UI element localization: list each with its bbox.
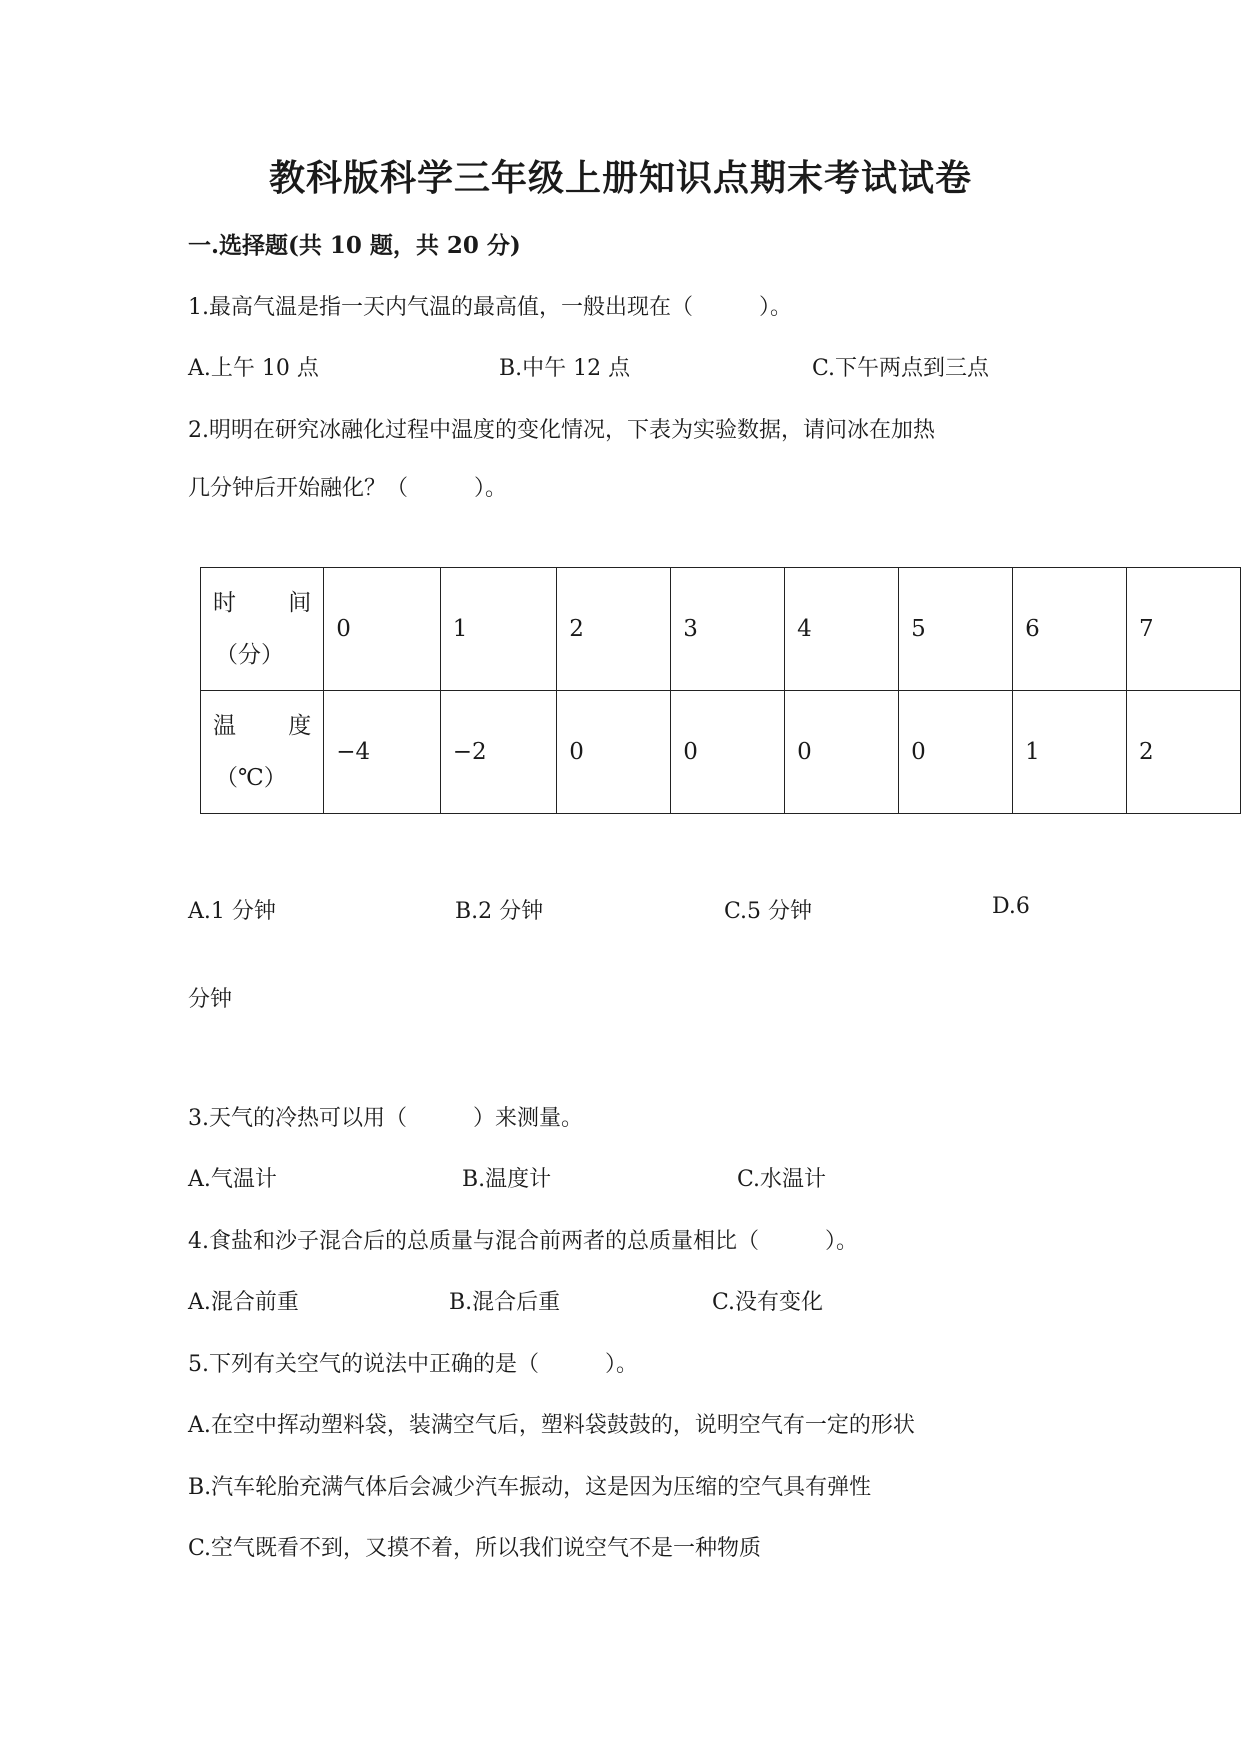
table-header-time bbox=[201, 568, 324, 691]
question-5-option-c: C.空气既看不到，又摸不着，所以我们说空气不是一种物质 bbox=[188, 1536, 762, 1561]
section-heading: 一.选择题(共 10 题，共 20 分) bbox=[188, 232, 521, 259]
table-cell: 5 bbox=[899, 568, 1013, 691]
question-5-stem: 5.下列有关空气的说法中正确的是（ ）。 bbox=[188, 1352, 638, 1377]
header-time-unit: （分） bbox=[215, 642, 284, 668]
table-cell: 7 bbox=[1127, 568, 1241, 691]
header-time-char-2: 间 bbox=[288, 590, 312, 616]
header-time-char-1: 时 bbox=[213, 590, 236, 616]
question-1-option-b: B.中午 12 点 bbox=[499, 356, 631, 381]
question-2-option-d: D.6 bbox=[992, 894, 1030, 919]
table-cell: 1 bbox=[440, 568, 556, 691]
table-cell: 6 bbox=[1013, 568, 1127, 691]
table-cell: 2 bbox=[1127, 691, 1241, 814]
question-4-option-a: A.混合前重 bbox=[188, 1290, 299, 1315]
question-2-option-b: B.2 分钟 bbox=[455, 899, 544, 924]
question-4-option-b: B.混合后重 bbox=[449, 1290, 561, 1315]
question-3-option-c: C.水温计 bbox=[737, 1167, 827, 1192]
question-4-stem: 4.食盐和沙子混合后的总质量与混合前两者的总质量相比（ ）。 bbox=[188, 1229, 858, 1254]
table-cell: 4 bbox=[785, 568, 899, 691]
header-temp-char-1: 温 bbox=[213, 713, 236, 739]
question-1-stem: 1.最高气温是指一天内气温的最高值，一般出现在（ ）。 bbox=[188, 295, 792, 320]
question-3-stem: 3.天气的冷热可以用（ ）来测量。 bbox=[188, 1106, 583, 1131]
question-2-option-c: C.5 分钟 bbox=[724, 899, 813, 924]
question-3-option-b: B.温度计 bbox=[462, 1167, 552, 1192]
table-cell: −4 bbox=[324, 691, 440, 814]
table-cell: 0 bbox=[557, 691, 671, 814]
question-5-option-a: A.在空中挥动塑料袋，装满空气后，塑料袋鼓鼓的，说明空气有一定的形状 bbox=[188, 1413, 915, 1438]
question-1-option-a: A.上午 10 点 bbox=[188, 356, 319, 381]
question-5-option-b: B.汽车轮胎充满气体后会减少汽车振动，这是因为压缩的空气具有弹性 bbox=[188, 1475, 872, 1500]
table-cell: 1 bbox=[1013, 691, 1127, 814]
table-row-temperature bbox=[201, 691, 1241, 814]
question-4-option-c: C.没有变化 bbox=[712, 1290, 824, 1315]
table-cell: 3 bbox=[671, 568, 785, 691]
exam-title: 教科版科学三年级上册知识点期末考试试卷 bbox=[268, 157, 972, 199]
question-2-stem-line-2: 几分钟后开始融化？（ ）。 bbox=[188, 476, 508, 501]
question-3-option-a: A.气温计 bbox=[188, 1167, 277, 1192]
header-temp-char-2: 度 bbox=[288, 713, 312, 739]
question-2-option-d-wrap: 分钟 bbox=[188, 987, 233, 1012]
table-row-time bbox=[201, 568, 1241, 691]
table-cell: 0 bbox=[785, 691, 899, 814]
table-header-temperature bbox=[201, 691, 324, 814]
question-2-stem-line-1: 2.明明在研究冰融化过程中温度的变化情况，下表为实验数据，请问冰在加热 bbox=[188, 418, 935, 443]
header-temp-unit: （℃） bbox=[215, 765, 287, 791]
question-1-option-c: C.下午两点到三点 bbox=[812, 356, 990, 381]
table-cell: 0 bbox=[899, 691, 1013, 814]
table-cell: 0 bbox=[324, 568, 440, 691]
experiment-data-table bbox=[200, 567, 1241, 814]
question-2-option-a: A.1 分钟 bbox=[188, 899, 276, 924]
table-cell: 0 bbox=[671, 691, 785, 814]
table-cell: −2 bbox=[440, 691, 556, 814]
table-cell: 2 bbox=[557, 568, 671, 691]
